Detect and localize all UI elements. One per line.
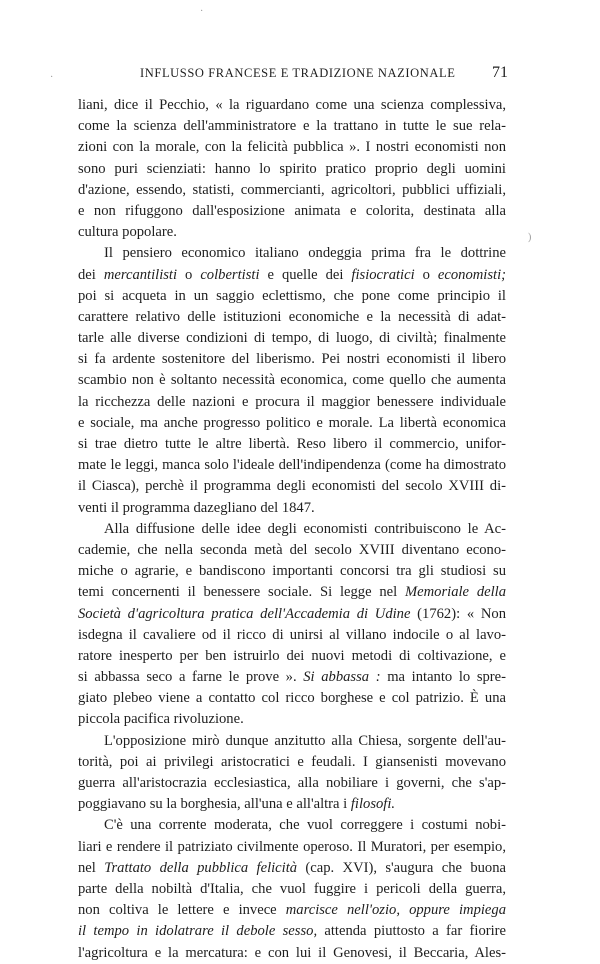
text-run: e quelle dei — [259, 266, 352, 283]
text-line — [78, 116, 506, 137]
text-run: venti il programma dazegliano del 1847. — [78, 499, 315, 516]
text-line — [78, 837, 506, 858]
text-line — [78, 731, 506, 752]
italic-text: Trattato della pubblica felicità — [104, 859, 298, 876]
italic-text: Si abbassa : — [303, 669, 381, 686]
italic-text: il tempo in idolatrare il debole sesso, — [78, 923, 318, 940]
text-line — [78, 688, 506, 709]
text-run: isdegna il cavaliere od il ricco di unirsi al villano indocile o al lavo- — [78, 626, 506, 643]
italic-text: mercantilisti — [103, 266, 178, 283]
text-run: liari e rendere il patriziato civilmente operoso. Il Muratori, per esempio, — [78, 838, 506, 855]
text-line — [78, 307, 506, 328]
text-line — [78, 815, 506, 836]
text-line — [78, 286, 506, 307]
text-run: ratore inesperto per ben istruirlo dei nuovi metodi di coltivazione, e — [78, 647, 506, 664]
text-run: liani, dice il Pecchio, « la riguardano come una scienza complessiva, — [78, 97, 506, 113]
text-run: C'è una corrente moderata, che vuol correggere i costumi nobi- — [104, 817, 506, 834]
text-line — [78, 95, 506, 116]
text-line — [78, 349, 506, 370]
page-number: 71 — [492, 64, 508, 81]
text-line — [78, 455, 506, 476]
text-run: parte della nobiltà d'Italia, che vuol fuggire i pericoli della guerra, — [78, 880, 506, 897]
page-header — [76, 64, 508, 84]
italic-text: marcisce nell'ozio, oppure impiega — [285, 902, 506, 919]
scan-speck: ) — [528, 232, 532, 243]
text-line — [78, 879, 506, 900]
text-line — [78, 413, 506, 434]
text-run: si trae dietro tutte le altre libertà. Reso libero il commercio, unifor- — [78, 436, 506, 452]
text-run: e non rifuggono dall'esposizione animata e colorita, destinata alla — [78, 202, 506, 219]
text-run: carattere relativo delle istituzioni economiche e la necessità di adat- — [78, 308, 506, 325]
text-line — [78, 159, 506, 180]
text-run: si abbassa seco a farne le prove ». — [78, 669, 304, 686]
text-run: guerra all'aristocrazia ecclesiastica, alla nobiliare i governi, che s'ap- — [78, 775, 506, 791]
text-line — [78, 625, 506, 646]
text-run: L'opposizione mirò dunque anzitutto alla Chiesa, sorgente dell'au- — [104, 732, 506, 749]
text-line — [78, 180, 506, 201]
text-line — [78, 794, 506, 815]
text-run: piccola pacifica rivoluzione. — [78, 711, 244, 728]
text-run: (cap. XVI), s'augura che buona — [297, 859, 506, 876]
text-run: la ricchezza delle nazioni e procura il maggior benessere individuale — [78, 393, 506, 410]
text-run: come la scienza dell'amministratore e la trattano in tutte le sue rela- — [78, 118, 506, 135]
text-run: d'azione, essendo, statisti, commercianti, agricoltori, pubblici uffiziali, — [78, 181, 506, 198]
text-run: Il pensiero economico italiano ondeggia prima fra le dottrine — [104, 245, 506, 262]
text-line — [78, 392, 506, 413]
text-run: poggiavano su la borghesia, all'una e all'altra i — [78, 796, 351, 813]
text-line — [78, 582, 506, 603]
text-line — [78, 921, 506, 942]
text-run: tarle alle diverse condizioni di tempo, di luogo, di civiltà; finalmente — [78, 330, 506, 347]
text-run: sono puri scienziati: hanno lo spirito pratico proprio degli uomini — [78, 160, 506, 177]
text-line — [78, 498, 506, 519]
text-run: (1762): « Non — [410, 605, 506, 622]
body-text — [78, 95, 506, 964]
text-run: l'agricoltura e la mercatura: e con lui il Genovesi, il Beccaria, Ales- — [78, 944, 506, 961]
text-run: Alla diffusione delle idee degli economisti contribuiscono le Ac- — [104, 520, 506, 537]
text-line — [78, 243, 506, 264]
text-run: ma intanto lo spre- — [380, 669, 506, 686]
text-run: o — [414, 266, 438, 283]
text-line — [78, 265, 506, 286]
italic-text: Memoriale della — [404, 584, 506, 601]
text-run: dei — [78, 266, 104, 283]
italic-text: economisti; — [437, 266, 506, 283]
running-title: INFLUSSO FRANCESE E TRADIZIONE NAZIONALE — [140, 66, 456, 80]
text-run: temi concernenti il benessere sociale. Si legge nel — [78, 584, 405, 601]
text-line — [78, 943, 506, 964]
italic-text: colbertisti — [200, 266, 260, 283]
text-line — [78, 519, 506, 540]
text-run: cultura popolare. — [78, 224, 177, 241]
text-run: scambio non è soltanto necessità economica, come quello che aumenta — [78, 372, 506, 389]
text-line — [78, 773, 506, 794]
text-run: nel — [78, 859, 105, 876]
text-run: o — [177, 266, 201, 283]
text-run: poi si acqueta in un saggio eclettismo, che pone come principio il — [78, 287, 506, 304]
text-line — [78, 137, 506, 158]
text-line — [78, 752, 506, 773]
text-line — [78, 667, 506, 688]
italic-text: filosofi. — [350, 796, 396, 813]
text-run: non coltiva le lettere e invece — [78, 902, 286, 919]
text-line — [78, 561, 506, 582]
text-run: il Ciasca), perchè il programma degli economisti del secolo XVIII di- — [78, 478, 506, 495]
text-run: attenda piuttosto a far fiorire — [317, 923, 506, 940]
text-line — [78, 222, 506, 243]
text-line — [78, 476, 506, 497]
text-line — [78, 646, 506, 667]
italic-text: fisiocratici — [351, 266, 415, 283]
text-line — [78, 434, 506, 455]
text-run: torità, poi ai privilegi aristocratici e feudali. I giansenisti movevano — [78, 753, 506, 770]
scan-speck: · — [200, 6, 204, 17]
text-line — [78, 328, 506, 349]
text-line — [78, 201, 506, 222]
text-line — [78, 604, 506, 625]
text-line — [78, 900, 506, 921]
text-run: e sociale, ma anche progresso politico e morale. La libertà economica — [78, 414, 506, 431]
text-line — [78, 709, 506, 730]
text-run: mate le leggi, manca solo l'ideale dell'indipendenza (come ha dimostrato — [78, 457, 506, 474]
italic-text: Società d'agricoltura pratica dell'Accademia di Udine — [78, 605, 411, 622]
text-line — [78, 370, 506, 391]
text-run: cademie, che nella seconda metà del secolo XVIII diventano econo- — [78, 541, 506, 558]
scan-speck: · — [50, 72, 54, 83]
text-line — [78, 540, 506, 561]
text-run: giato plebeo viene a contatto col ricco borghese e col patrizio. È una — [78, 690, 506, 707]
text-run: miche o agrarie, e bandiscono importanti concorsi tra gli studiosi su — [78, 563, 506, 580]
text-line — [78, 858, 506, 879]
text-run: zioni con la morale, con la felicità pubblica ». I nostri economisti non — [78, 139, 506, 156]
text-run: si fa ardente sostenitore del liberismo. Pei nostri economisti il libero — [78, 351, 506, 368]
